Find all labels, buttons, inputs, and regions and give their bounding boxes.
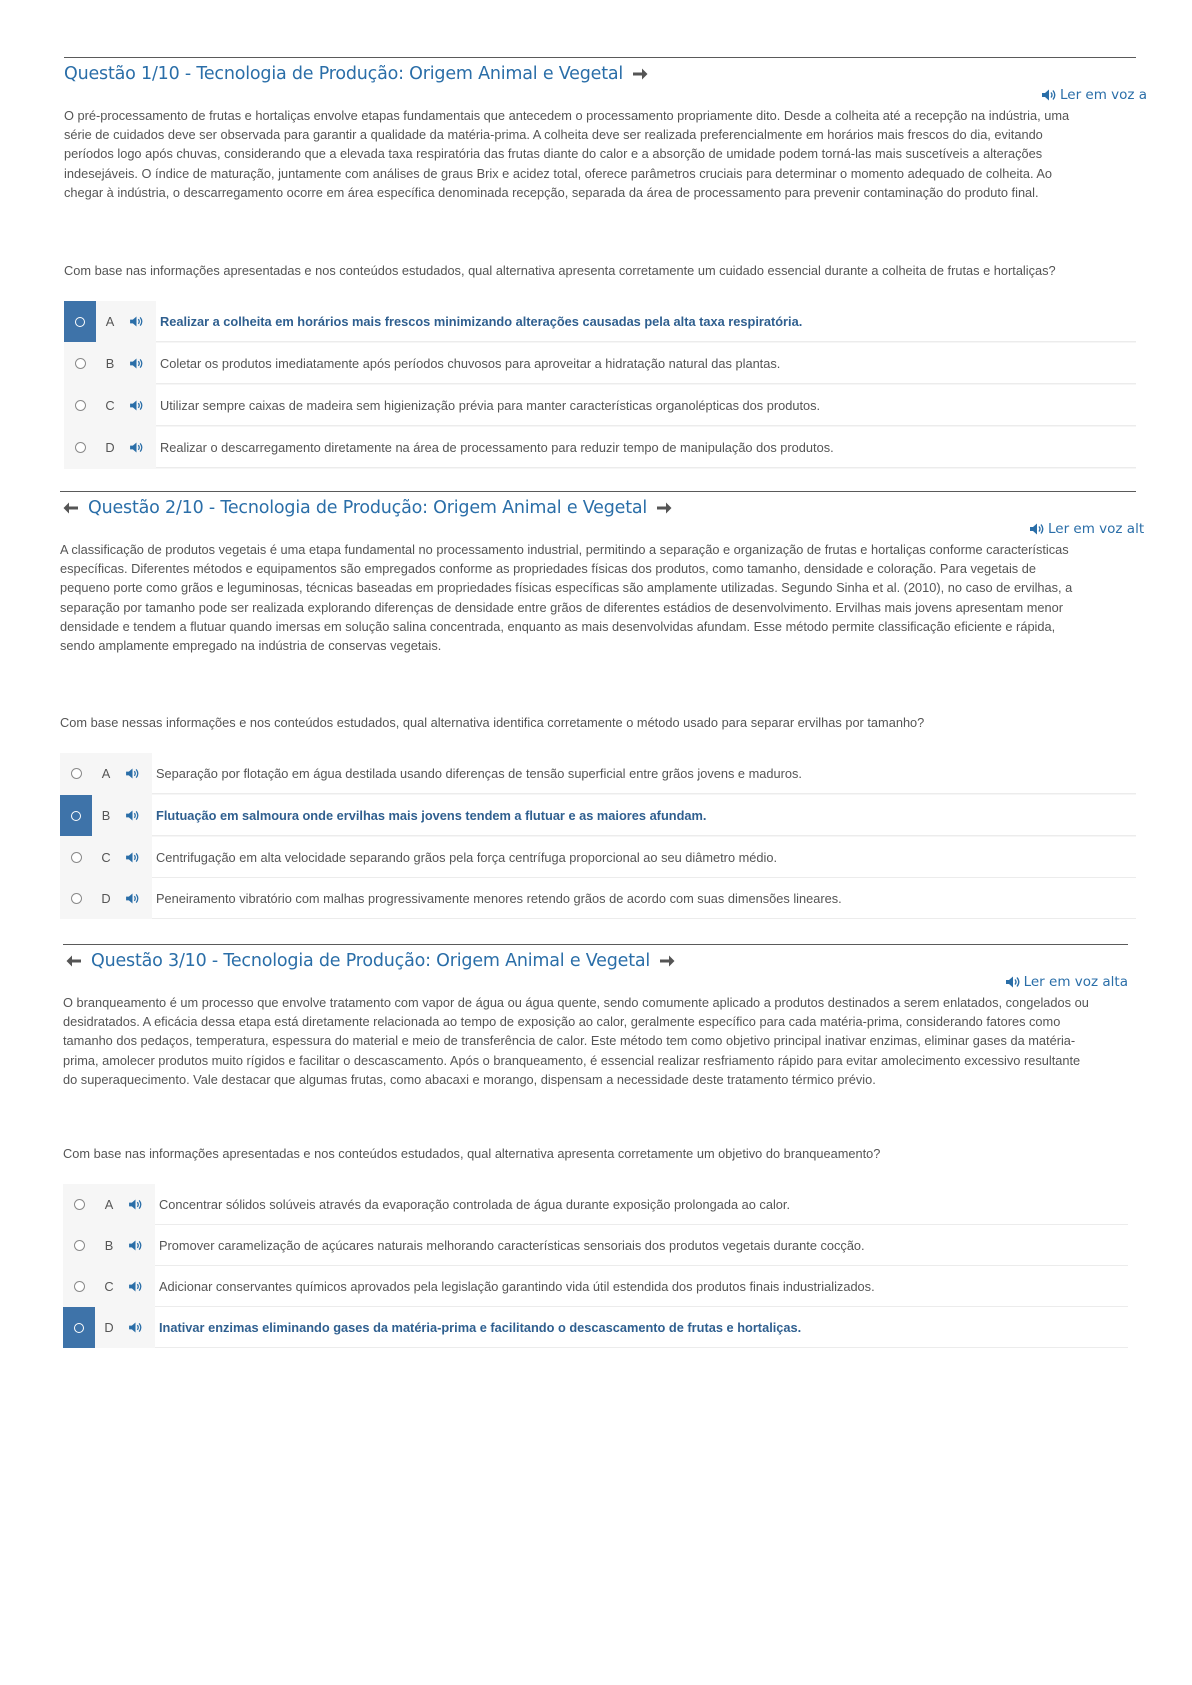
radio-icon — [71, 893, 82, 904]
option-text: Inativar enzimas eliminando gases da matéria-prima e facilitando o descascamento de frutas e hortaliças. — [159, 1319, 802, 1335]
paragraph-line: série de cuidados deve ser observada para garantir a qualidade da matéria-prima. A colheita deve ser realizada preferencialmente em horários mais frescos do dia, evitando — [64, 127, 1043, 143]
paragraph-line: chegar à indústria, o descarregamento ocorre em área específica denominada recepção, separada da área de processamento para prevenir contaminação do produto final. — [64, 184, 1039, 200]
question-paragraph — [64, 106, 1136, 202]
radio-icon — [74, 1240, 85, 1251]
option-body[interactable] — [156, 427, 1136, 468]
option-text: Realizar a colheita em horários mais frescos minimizando alterações causadas pela alta taxa respiratória. — [160, 313, 803, 329]
speaker-icon[interactable] — [123, 1281, 147, 1292]
answer-options — [63, 1184, 1128, 1348]
option-b[interactable] — [63, 1225, 1128, 1266]
tts-row — [60, 521, 1145, 537]
option-body[interactable] — [156, 343, 1136, 384]
question-3 — [63, 944, 1128, 1350]
question-divider — [60, 491, 1136, 492]
speaker-icon[interactable] — [123, 1240, 147, 1251]
next-question-arrow-icon[interactable] — [658, 952, 676, 970]
speaker-icon[interactable] — [124, 316, 148, 327]
option-b[interactable] — [64, 343, 1136, 384]
question-prompt: Com base nas informações apresentadas e nos conteúdos estudados, qual alternativa apresenta corretamente um objetivo do branqueamento? — [63, 1146, 881, 1161]
option-body[interactable] — [155, 1266, 1128, 1307]
question-prompt: Com base nas informações apresentadas e nos conteúdos estudados, qual alternativa apresenta corretamente um cuidado essencial durante a colheita de frutas e hortaliças? — [64, 263, 1056, 278]
read-aloud-label: Ler em voz alta — [1023, 974, 1128, 990]
radio-icon — [75, 400, 86, 411]
option-radio[interactable] — [60, 837, 92, 878]
radio-icon — [75, 358, 86, 369]
option-text: Adicionar conservantes químicos aprovados pela legislação garantindo vida útil estendida dos produtos finais industrializados. — [159, 1278, 875, 1294]
option-letter: D — [101, 891, 111, 906]
option-letter: B — [101, 808, 111, 823]
question-divider — [63, 944, 1128, 945]
option-letter: D — [105, 440, 115, 455]
option-letter: B — [104, 1238, 114, 1253]
question-1 — [64, 57, 1148, 472]
next-question-arrow-icon[interactable] — [631, 65, 649, 83]
option-text: Peneiramento vibratório com malhas progressivamente menores retendo grãos de acordo com suas dimensões lineares. — [156, 890, 842, 906]
option-letter: D — [104, 1320, 114, 1335]
radio-icon — [74, 1281, 85, 1292]
option-radio[interactable] — [63, 1307, 95, 1348]
question-title: Questão 2/10 - Tecnologia de Produção: Origem Animal e Vegetal — [88, 498, 648, 518]
paragraph-line: desidratados. A eficácia dessa etapa está diretamente relacionada ao tempo de exposição ao calor, geralmente específico para cada matéria-prima, considerando fatores como — [63, 1014, 1061, 1030]
option-radio[interactable] — [63, 1225, 95, 1266]
paragraph-line: pequeno porte como grãos e leguminosas, técnicas baseadas em propriedades físicas específicas são amplamente utilizadas. Segundo Sinha et al. (2010), no caso de ervilhas, a — [60, 580, 1073, 596]
option-letter: C — [105, 398, 115, 413]
option-radio[interactable] — [64, 343, 96, 384]
speaker-icon[interactable] — [120, 810, 144, 821]
speaker-icon[interactable] — [124, 400, 148, 411]
option-letter: A — [104, 1197, 114, 1212]
paragraph-line: prima, amolecer produtos muito rígidos e facilitar o descascamento. Após o branqueamento, é essencial realizar resfriamento rápido para evitar amolecimento excessivo resultante — [63, 1052, 1081, 1068]
tts-row — [63, 974, 1128, 990]
option-b[interactable] — [60, 795, 1136, 836]
read-aloud-label: Ler em voz a — [1060, 87, 1148, 103]
question-header — [63, 949, 1128, 973]
paragraph-line: períodos logo após chuvas, considerando que a elevada taxa respiratória das frutas diante do calor e a absorção de umidade podem torná-las mais suscetíveis a alterações — [64, 146, 1043, 162]
option-c[interactable] — [63, 1266, 1128, 1307]
option-radio[interactable] — [64, 385, 96, 426]
question-title: Questão 3/10 - Tecnologia de Produção: Origem Animal e Vegetal — [91, 951, 651, 971]
radio-selected-icon — [71, 811, 81, 821]
option-radio[interactable] — [63, 1184, 95, 1225]
option-body[interactable] — [156, 385, 1136, 426]
option-body[interactable] — [156, 301, 1136, 342]
radio-icon — [74, 1199, 85, 1210]
radio-icon — [75, 442, 86, 453]
paragraph-line: densidade e tendem a flutuar quando imersas em solução salina concentrada, enquanto as mais desenvolvidas afundam. Esse método permite classificação eficiente e rápida, — [60, 618, 1056, 634]
question-divider — [64, 57, 1136, 58]
read-aloud-link[interactable] — [1042, 87, 1148, 103]
speaker-icon[interactable] — [124, 358, 148, 369]
option-letter: C — [104, 1279, 114, 1294]
question-header — [60, 496, 1136, 520]
read-aloud-label: Ler em voz alt — [1048, 521, 1145, 537]
paragraph-line: O branqueamento é um processo que envolve tratamento com vapor de água ou água quente, sendo comumente aplicado a produtos destinados a serem enlatados, congelados ou — [63, 995, 1089, 1010]
option-c[interactable] — [60, 837, 1136, 878]
question-paragraph — [60, 540, 1136, 655]
option-body[interactable] — [155, 1184, 1128, 1225]
option-d[interactable] — [63, 1307, 1128, 1348]
option-radio[interactable] — [63, 1266, 95, 1307]
paragraph-line: O pré-processamento de frutas e hortaliças envolve etapas fundamentais que antecedem o processamento propriamente dito. Desde a colheita até a recepção na indústria, uma — [64, 108, 1070, 123]
option-letter: C — [101, 850, 111, 865]
option-text: Coletar os produtos imediatamente após períodos chuvosos para aproveitar a hidratação natural das plantas. — [160, 355, 781, 371]
option-letter: A — [101, 766, 111, 781]
option-d[interactable] — [60, 878, 1136, 919]
option-body[interactable] — [152, 753, 1136, 794]
option-body[interactable] — [152, 837, 1136, 878]
paragraph-line: sendo amplamente empregado na indústria de conservas vegetais. — [60, 638, 442, 654]
option-radio[interactable] — [64, 301, 96, 342]
speaker-icon[interactable] — [120, 768, 144, 779]
answer-options — [64, 301, 1136, 469]
question-paragraph — [63, 993, 1128, 1089]
option-radio[interactable] — [64, 427, 96, 468]
speaker-icon — [1030, 523, 1044, 535]
paragraph-line: separação por tamanho pode ser realizada explorando diferenças de densidade entre grãos de diferentes estádios de desenvolvimento. Ervilhas mais jovens apresentam menor — [60, 599, 1064, 615]
previous-question-arrow-icon[interactable] — [65, 952, 83, 970]
radio-icon — [71, 768, 82, 779]
option-text: Flutuação em salmoura onde ervilhas mais jovens tendem a flutuar e as maiores afundam. — [156, 807, 707, 823]
option-a[interactable] — [60, 753, 1136, 794]
option-radio[interactable] — [60, 795, 92, 836]
previous-question-arrow-icon[interactable] — [62, 499, 80, 517]
paragraph-line: indesejáveis. O índice de maturação, juntamente com análises de graus Brix e acidez total, oferece parâmetros cruciais para determinar o momento adequado de colheita. Ao — [64, 165, 1053, 181]
option-text: Concentrar sólidos solúveis através da evaporação controlada de água durante exposição prolongada ao calor. — [159, 1196, 791, 1212]
speaker-icon — [1042, 89, 1056, 101]
option-letter: A — [105, 314, 115, 329]
speaker-icon[interactable] — [123, 1322, 147, 1333]
option-text: Realizar o descarregamento diretamente na área de processamento para reduzir tempo de manipulação dos produtos. — [160, 439, 834, 455]
option-a[interactable] — [64, 301, 1136, 342]
speaker-icon[interactable] — [124, 442, 148, 453]
read-aloud-link[interactable] — [1006, 974, 1128, 990]
question-prompt: Com base nessas informações e nos conteúdos estudados, qual alternativa identifica corretamente o método usado para separar ervilhas por tamanho? — [60, 715, 925, 730]
speaker-icon — [1006, 976, 1020, 988]
option-text: Centrifugação em alta velocidade separando grãos pela força centrífuga proporcional ao seu diâmetro médio. — [156, 849, 778, 865]
option-letter: B — [105, 356, 115, 371]
option-body[interactable] — [155, 1225, 1128, 1266]
option-text: Promover caramelização de açúcares naturais melhorando características sensoriais dos produtos vegetais durante cocção. — [159, 1237, 865, 1253]
radio-selected-icon — [75, 317, 85, 327]
speaker-icon[interactable] — [120, 893, 144, 904]
speaker-icon[interactable] — [123, 1199, 147, 1210]
next-question-arrow-icon[interactable] — [655, 499, 673, 517]
option-radio[interactable] — [60, 878, 92, 919]
option-text: Utilizar sempre caixas de madeira sem higienização prévia para manter características organolépticas dos produtos. — [160, 397, 821, 413]
paragraph-line: A classificação de produtos vegetais é uma etapa fundamental no processamento industrial, permitindo a separação e organização de frutas e hortaliças conforme características — [60, 542, 1069, 557]
option-body[interactable] — [155, 1307, 1128, 1348]
option-text: Separação por flotação em água destilada usando diferenças de tensão superficial entre grãos jovens e maduros. — [156, 765, 802, 781]
paragraph-line: tamanho dos pedaços, temperatura, espessura do material e meio de transferência de calor. Este método tem como objetivo principal inativar enzimas, eliminar gases da matéria- — [63, 1033, 1076, 1049]
answer-options — [60, 753, 1136, 919]
question-header — [64, 62, 1136, 86]
read-aloud-link[interactable] — [1030, 521, 1145, 537]
question-2 — [60, 491, 1145, 921]
paragraph-line: específicas. Diferentes métodos e equipamentos são empregados conforme as propriedades físicas dos produtos, como tamanho, densidade e coloração. Para vegetais de — [60, 561, 1036, 577]
option-d[interactable] — [64, 427, 1136, 468]
paragraph-line: do superaquecimento. Vale destacar que algumas frutas, como abacaxi e morango, dispensam a necessidade deste tratamento térmico prévio. — [63, 1071, 876, 1087]
radio-selected-icon — [74, 1323, 84, 1333]
radio-icon — [71, 852, 82, 863]
option-body[interactable] — [152, 878, 1136, 919]
question-title: Questão 1/10 - Tecnologia de Produção: Origem Animal e Vegetal — [64, 64, 624, 84]
option-c[interactable] — [64, 385, 1136, 426]
option-body[interactable] — [152, 795, 1136, 836]
tts-row — [64, 87, 1148, 103]
speaker-icon[interactable] — [120, 852, 144, 863]
option-radio[interactable] — [60, 753, 92, 794]
option-a[interactable] — [63, 1184, 1128, 1225]
